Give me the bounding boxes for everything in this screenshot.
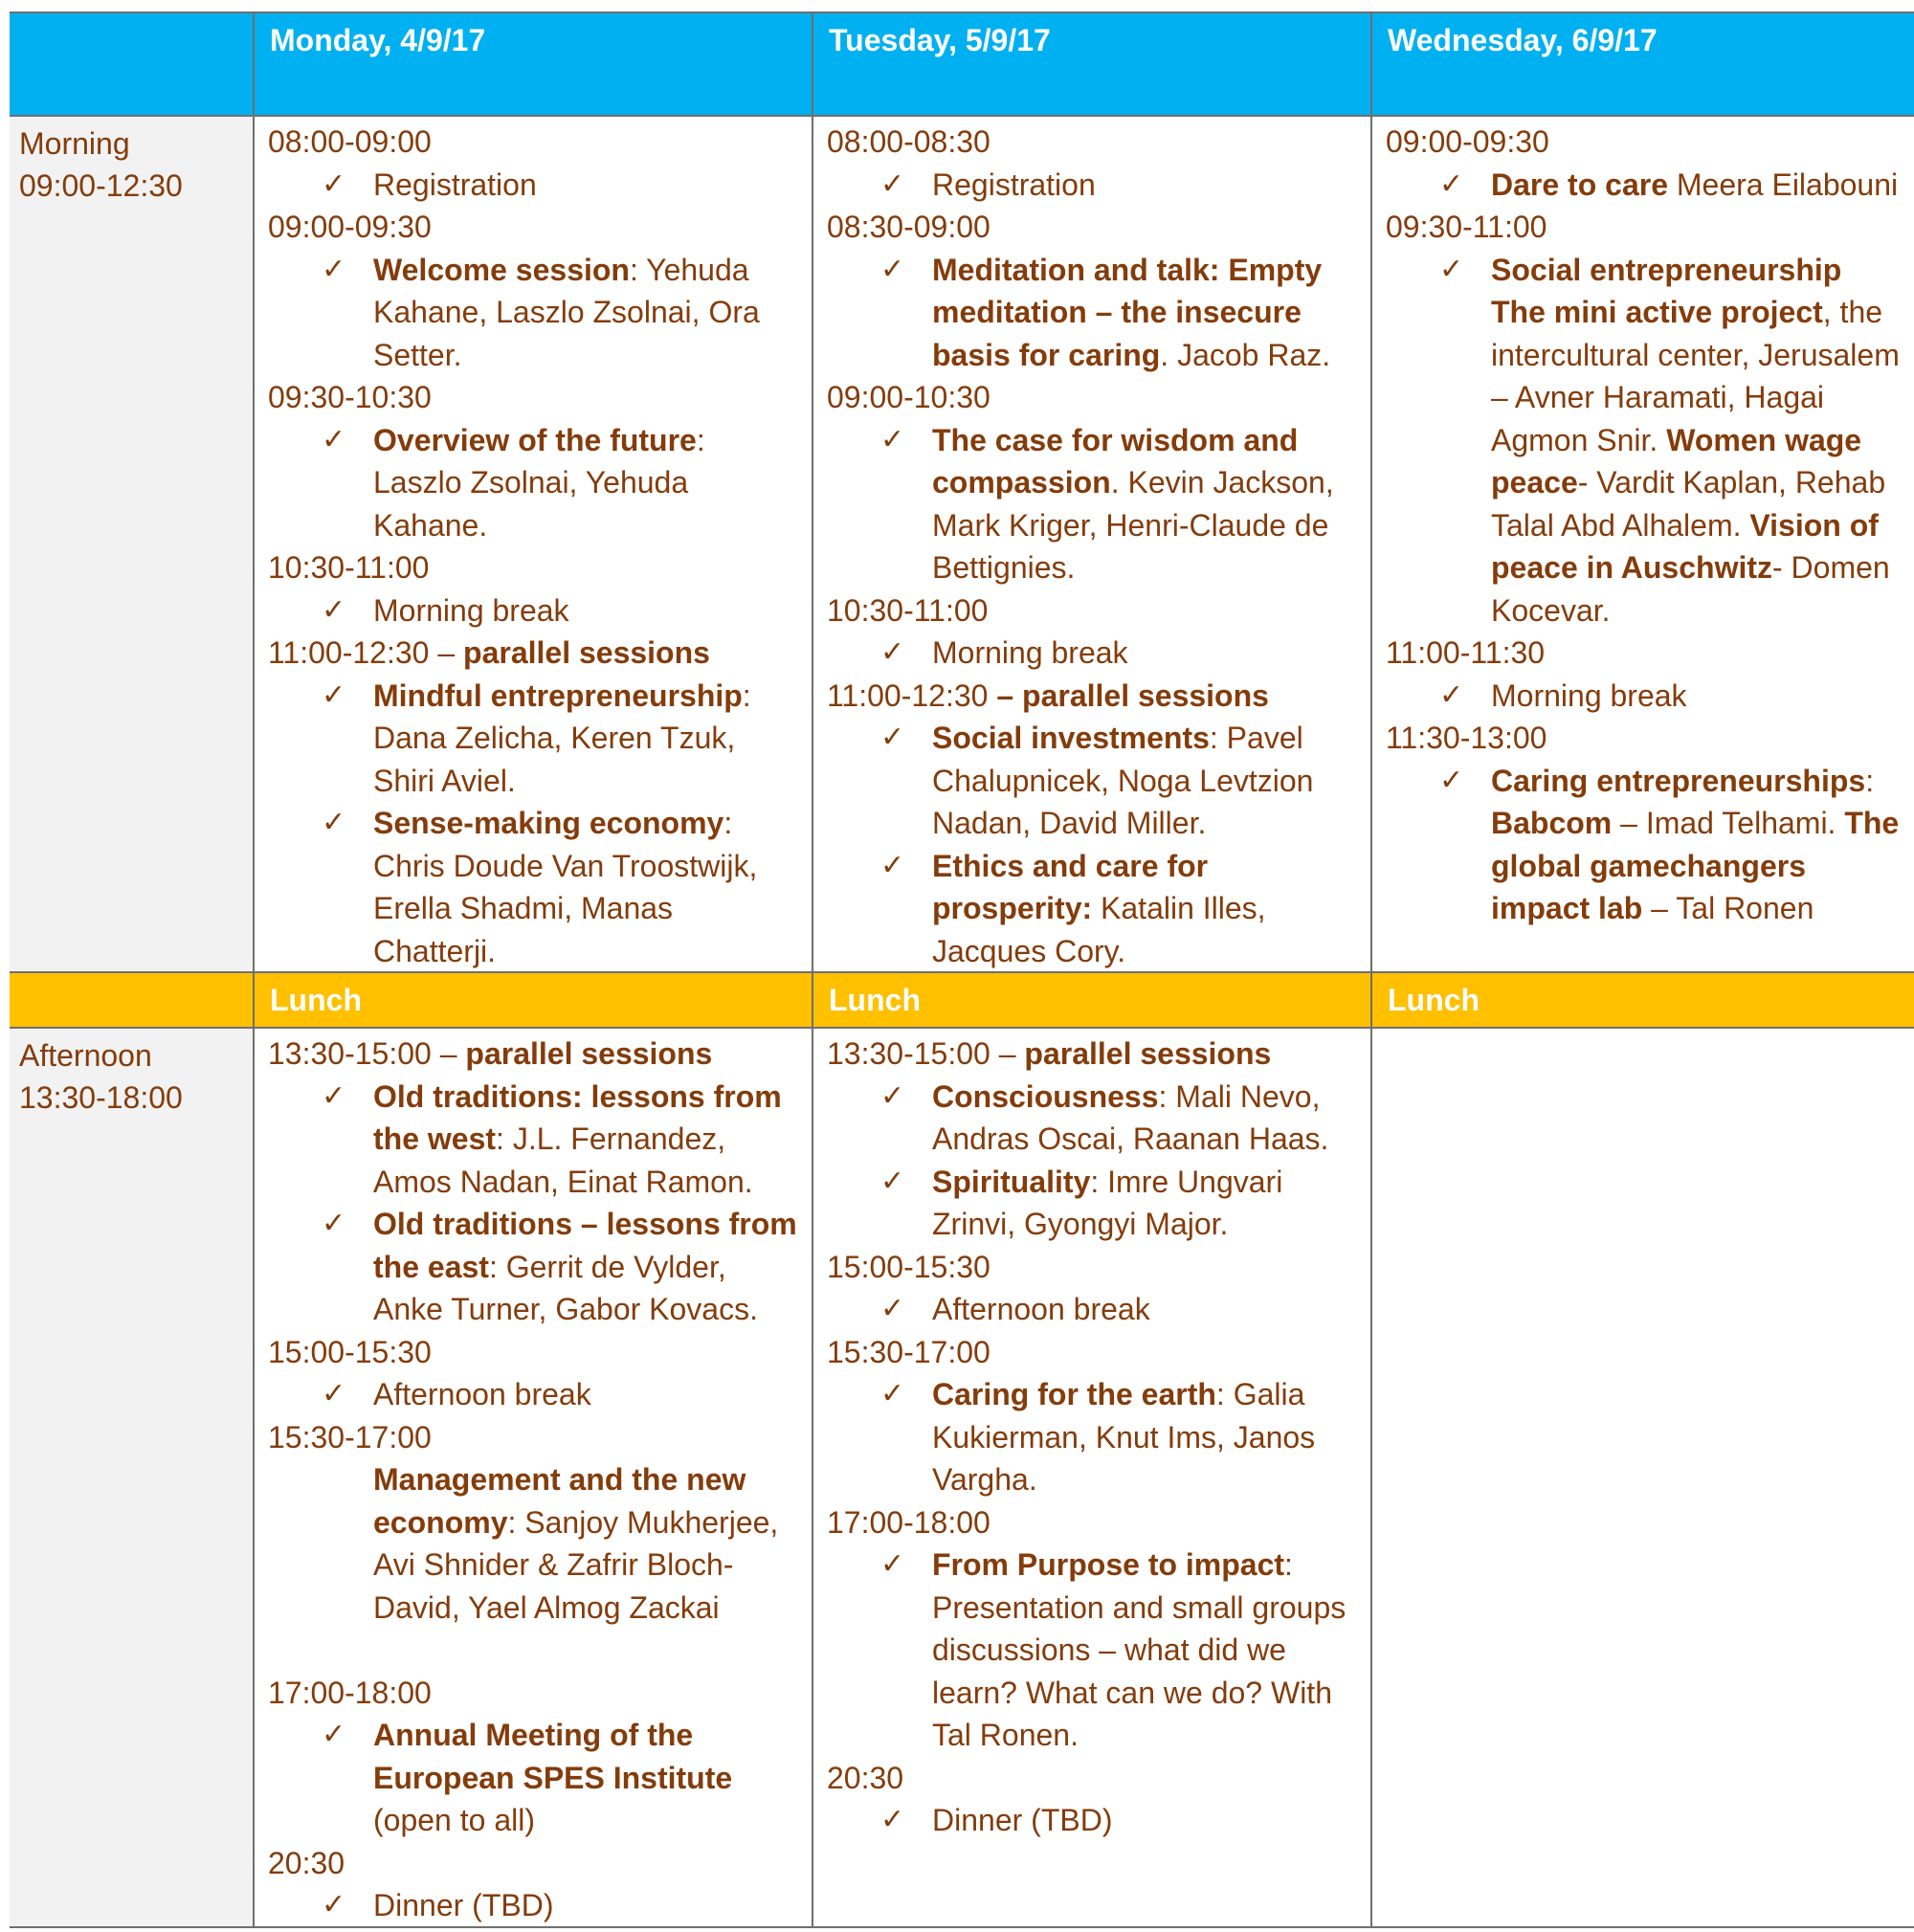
check-icon: ✓ (322, 423, 346, 455)
session-title: Mindful entrepreneurship (373, 677, 743, 713)
header-tuesday (812, 13, 1370, 115)
agenda-item (827, 845, 1357, 973)
time-slot (268, 376, 798, 419)
agenda-item (827, 164, 1357, 207)
session-details: : Dana Zelicha, Keren Tzuk, Shiri Aviel. (373, 677, 751, 798)
session-title: Spirituality (932, 1164, 1091, 1199)
time-range: 09:30-11:00 (1386, 210, 1547, 244)
time-range: 08:00-09:00 (268, 124, 432, 159)
session-details: Registration (932, 167, 1096, 202)
spacer (268, 1629, 798, 1672)
session-title: Sense-making economy (373, 806, 724, 840)
check-icon: ✓ (1439, 167, 1464, 200)
session-details: Meera Eilabouni (1667, 167, 1899, 202)
time-range: 17:00-18:00 (268, 1675, 432, 1710)
agenda-item (268, 1458, 798, 1629)
session-details: : Chris Doude Van Troostwijk, Erella Shadmi, Manas Chatterji. (373, 806, 758, 968)
check-icon: ✓ (1439, 678, 1464, 711)
morning-hours: 09:00-12:30 (19, 168, 183, 203)
session-details: - Domen Kocevar. (1491, 550, 1890, 628)
time-slot (268, 546, 798, 589)
time-range: 20:30 (268, 1845, 345, 1880)
session-title: Management and the new economy (373, 1462, 746, 1540)
time-slot (827, 1246, 1357, 1289)
time-range: 11:00-11:30 (1386, 635, 1546, 670)
agenda-item (268, 802, 798, 972)
check-icon: ✓ (880, 1378, 905, 1410)
session-title: The global gamechangers impact lab (1491, 806, 1900, 925)
tuesday-morning-agenda (813, 117, 1370, 972)
time-slot (827, 1501, 1357, 1544)
morning-row (10, 117, 1914, 973)
check-icon: ✓ (880, 253, 905, 285)
header-wednesday (1370, 13, 1914, 115)
lunch-label-monday: Lunch (270, 983, 362, 1017)
check-icon: ✓ (880, 849, 905, 881)
session-details: : (1865, 763, 1875, 798)
monday-morning-agenda (255, 117, 812, 972)
session-details: : Laszlo Zsolnai, Yehuda Kahane. (373, 422, 705, 543)
time-range: 20:30 (827, 1760, 904, 1795)
check-icon: ✓ (322, 1079, 346, 1112)
check-icon: ✓ (880, 1548, 905, 1580)
time-note: parallel sessions (465, 1036, 713, 1071)
session-details: . Kevin Jackson, Mark Kriger, Henri-Claude de Bettignies. (932, 465, 1334, 585)
check-icon: ✓ (322, 593, 346, 626)
time-slot (268, 121, 798, 164)
session-details: : Gerrit de Vylder, Anke Turner, Gabor Kovacs. (373, 1249, 758, 1326)
time-slot (827, 121, 1357, 164)
afternoon-row (10, 1029, 1914, 1928)
time-slot (268, 1331, 798, 1374)
check-icon: ✓ (880, 1293, 905, 1324)
session-title: Annual Meeting of the European SPES Institute (373, 1718, 733, 1795)
session-details: : Presentation and small groups discussions – what did we learn? What can we do? With Tal Ronen. (932, 1547, 1346, 1752)
session-title: Social entrepreneurship The mini active project (1491, 252, 1842, 329)
time-slot (268, 1672, 798, 1715)
check-icon: ✓ (880, 1804, 905, 1835)
header-row (10, 11, 1914, 117)
lunch-monday (253, 973, 812, 1027)
agenda-item (827, 1543, 1357, 1757)
session-details: Morning break (1491, 677, 1687, 713)
check-icon: ✓ (322, 678, 346, 711)
day-title-tuesday: Tuesday, 5/9/17 (829, 23, 1051, 57)
check-icon: ✓ (1439, 764, 1464, 796)
time-slot (268, 206, 798, 249)
session-details: : Imre Ungvari Zrinvi, Gyongyi Major. (932, 1164, 1283, 1241)
time-range: 15:30-17:00 (827, 1334, 990, 1369)
monday-afternoon-agenda (255, 1029, 812, 1927)
time-range: 13:30-15:00 – (827, 1036, 1025, 1071)
time-slot (1386, 717, 1901, 760)
session-title: Social investments (932, 721, 1210, 755)
wednesday-afternoon-cell (1370, 1029, 1914, 1926)
session-details: : Pavel Chalupnicek, Noga Levtzion Nadan, David Miller. (932, 721, 1314, 840)
time-range: 10:30-11:00 (268, 550, 430, 585)
time-range: 17:00-18:00 (827, 1504, 990, 1540)
session-title: Women wage peace (1491, 422, 1862, 500)
check-icon: ✓ (322, 1378, 346, 1410)
session-details: Afternoon break (932, 1292, 1150, 1326)
lunch-tuesday (812, 973, 1370, 1027)
agenda-item (268, 1714, 798, 1842)
session-title: Ethics and care for prosperity: (932, 848, 1209, 925)
session-title: Old traditions – lessons from the east (373, 1207, 797, 1284)
time-range: 08:00-08:30 (827, 124, 990, 159)
session-details: : Galia Kukierman, Knut Ims, Janos Vargha. (932, 1377, 1316, 1497)
agenda-item (268, 249, 798, 377)
time-slot (827, 1033, 1357, 1076)
time-slot (1386, 632, 1901, 675)
afternoon-label: Afternoon (19, 1038, 152, 1073)
session-details: Registration (373, 167, 537, 202)
session-title: Vision of peace in Auschwitz (1491, 507, 1879, 585)
time-slot (1386, 121, 1901, 164)
tuesday-afternoon-cell (812, 1029, 1370, 1926)
session-details: Afternoon break (373, 1377, 591, 1411)
session-details: (open to all) (373, 1803, 535, 1837)
time-range: 09:00-10:30 (827, 380, 990, 414)
agenda-item (1386, 675, 1901, 718)
agenda-item (268, 589, 798, 633)
agenda-item (827, 419, 1357, 589)
morning-label: Morning (19, 126, 130, 161)
time-range: 08:30-09:00 (827, 210, 990, 244)
afternoon-hours: 13:30-18:00 (19, 1080, 183, 1115)
time-range: 09:00-09:30 (268, 210, 432, 244)
check-icon: ✓ (322, 1719, 346, 1750)
lunch-wednesday (1370, 973, 1914, 1027)
wednesday-morning-cell (1370, 117, 1914, 971)
session-title: Consciousness (932, 1078, 1159, 1114)
header-corner-cell (10, 13, 253, 115)
session-details: Morning break (373, 592, 569, 628)
session-details: Dinner (TBD) (373, 1888, 554, 1922)
session-details: : Yehuda Kahane, Laszlo Zsolnai, Ora Setter. (373, 252, 760, 372)
agenda-item (827, 1076, 1357, 1161)
lunch-label-tuesday: Lunch (829, 983, 921, 1017)
time-range: 11:30-13:00 (1386, 721, 1547, 755)
session-title: Old traditions: lessons from the west (373, 1078, 782, 1156)
time-range: 13:30-15:00 – (268, 1036, 466, 1071)
time-slot (1386, 206, 1901, 249)
agenda-item (268, 1884, 798, 1927)
tuesday-morning-cell (812, 117, 1370, 971)
time-slot (827, 206, 1357, 249)
check-icon: ✓ (322, 253, 346, 285)
agenda-item (1386, 760, 1901, 930)
session-title: Welcome session (373, 252, 630, 287)
time-slot (268, 1033, 798, 1076)
time-range: 15:00-15:30 (268, 1334, 432, 1369)
time-range: 10:30-11:00 (827, 592, 989, 628)
session-details: - Vardit Kaplan, Rehab Talal Abd Alhalem. (1491, 465, 1886, 543)
check-icon: ✓ (880, 636, 905, 668)
agenda-item (827, 1288, 1357, 1331)
check-icon: ✓ (880, 722, 905, 753)
wednesday-morning-agenda (1372, 117, 1914, 930)
session-details: : J.L. Fernandez, Amos Nadan, Einat Ramon. (373, 1121, 753, 1199)
time-range: 11:00-12:30 – (268, 635, 464, 670)
agenda-item (1386, 164, 1901, 207)
session-details: . Jacob Raz. (1160, 337, 1331, 372)
time-range: 11:00-12:30 (827, 677, 997, 713)
session-details: : Sanjoy Mukherjee, Avi Shnider & Zafrir Bloch-David, Yael Almog Zackai (373, 1504, 779, 1625)
check-icon: ✓ (322, 167, 346, 200)
agenda-item (268, 1203, 798, 1331)
time-range: 09:30-10:30 (268, 380, 432, 414)
time-slot (827, 1757, 1357, 1800)
afternoon-label-cell (10, 1029, 253, 1926)
agenda-item (827, 1161, 1357, 1246)
check-icon: ✓ (880, 167, 905, 200)
agenda-item (268, 164, 798, 207)
time-range: 15:30-17:00 (268, 1419, 432, 1455)
session-details: : Mali Nevo, Andras Oscai, Raanan Haas. (932, 1078, 1329, 1156)
check-icon: ✓ (322, 1208, 346, 1239)
time-slot (827, 376, 1357, 419)
day-title-monday: Monday, 4/9/17 (270, 23, 486, 57)
session-details: – Imad Telhami. (1612, 806, 1845, 840)
time-slot (268, 1842, 798, 1885)
agenda-item (827, 632, 1357, 675)
agenda-item (268, 1076, 798, 1204)
agenda-item (827, 717, 1357, 845)
session-title: The case for wisdom and compassion (932, 422, 1299, 500)
lunch-row (10, 973, 1914, 1029)
time-slot (827, 589, 1357, 633)
session-title: Caring entrepreneurships (1491, 763, 1866, 798)
session-title: Babcom (1491, 806, 1613, 840)
monday-morning-cell (253, 117, 812, 971)
time-range: 09:00-09:30 (1386, 124, 1549, 159)
session-details: – Tal Ronen (1642, 891, 1814, 925)
check-icon: ✓ (322, 1889, 346, 1921)
header-monday (253, 13, 812, 115)
agenda-item (827, 1373, 1357, 1501)
check-icon: ✓ (322, 807, 346, 838)
session-title: From Purpose to impact (932, 1547, 1285, 1582)
time-note: parallel sessions (463, 635, 710, 670)
check-icon: ✓ (880, 1165, 905, 1197)
check-icon: ✓ (1439, 253, 1464, 285)
lunch-label-wednesday: Lunch (1388, 983, 1480, 1017)
agenda-item (1386, 249, 1901, 633)
session-title: Caring for the earth (932, 1377, 1216, 1411)
session-title: Dare to care (1491, 167, 1668, 202)
time-range: 15:00-15:30 (827, 1249, 990, 1284)
session-details: Katalin Illes, Jacques Cory. (932, 891, 1266, 968)
day-title-wednesday: Wednesday, 6/9/17 (1388, 23, 1658, 57)
session-details: , the intercultural center, Jerusalem – Avner Haramati, Hagai Agmon Snir. (1491, 295, 1900, 457)
lunch-corner-cell (10, 973, 253, 1027)
morning-label-cell (10, 117, 253, 971)
session-details: Morning break (932, 635, 1128, 670)
check-icon: ✓ (880, 423, 905, 455)
tuesday-afternoon-agenda (813, 1029, 1370, 1842)
session-details: Dinner (TBD) (932, 1803, 1113, 1837)
agenda-item (268, 1373, 798, 1416)
time-slot (827, 1331, 1357, 1374)
monday-afternoon-cell (253, 1029, 812, 1926)
session-title: Meditation and talk: Empty meditation – the insecure basis for caring (932, 252, 1323, 372)
time-slot (827, 675, 1357, 718)
time-slot (268, 632, 798, 675)
agenda-item (268, 675, 798, 803)
agenda-item (827, 249, 1357, 377)
time-note: parallel sessions (1024, 1036, 1272, 1071)
session-title: Overview of the future (373, 422, 697, 457)
time-note: – parallel sessions (996, 677, 1269, 713)
check-icon: ✓ (880, 1079, 905, 1112)
agenda-item (827, 1799, 1357, 1842)
time-slot (268, 1416, 798, 1459)
agenda-item (268, 419, 798, 547)
